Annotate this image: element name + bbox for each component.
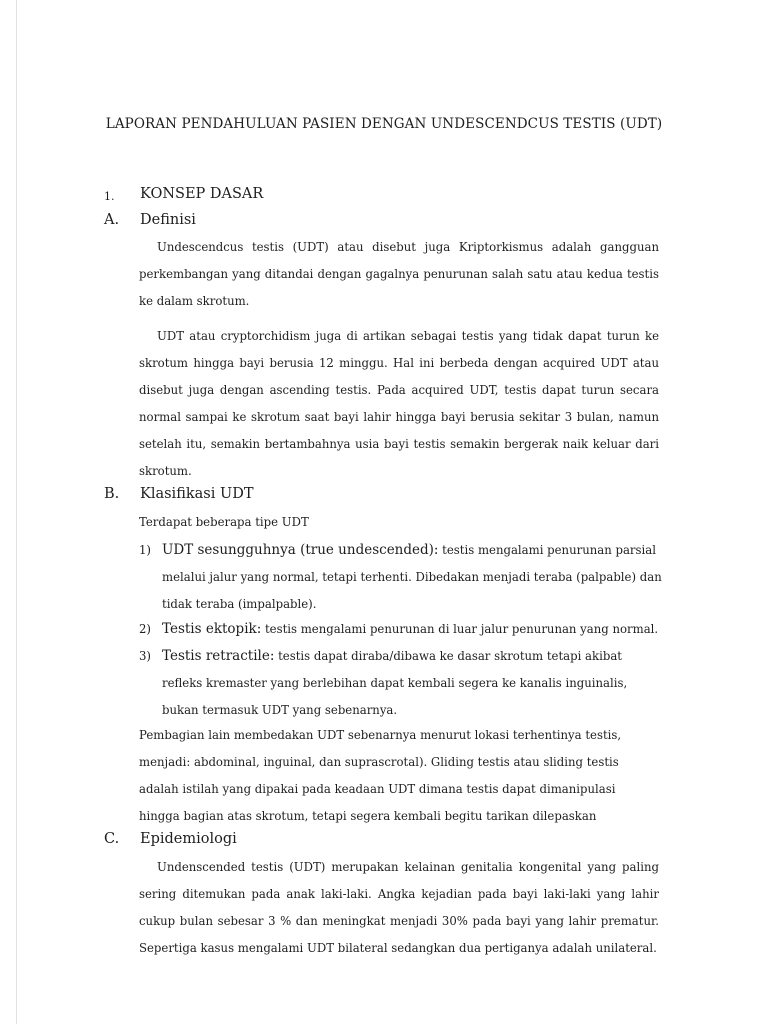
- list-item-lead: UDT sesungguhnya (true undescended):: [162, 542, 439, 558]
- paragraph-text: Undenscended testis (UDT) merupakan kelainan genitalia kongenital yang paling sering ditemukan pada anak laki-laki. Angka kejadian pada bayi laki-laki yang lahir cukup bulan sebesar 3 % dan meningkat menjadi 30% pada bayi yang lahir prematur. Sepertiga kasus mengalami UDT bilateral sedangkan dua pertiganya adalah unilateral.: [139, 860, 659, 955]
- paragraph-text: Undescendcus testis (UDT) atau disebut juga Kriptorkismus adalah gangguan perkembangan yang ditandai dengan gagalnya penurunan salah satu atau kedua testis ke dalam skrotum.: [139, 240, 659, 308]
- paragraph-klasifikasi-intro: Terdapat beberapa tipe UDT: [139, 515, 309, 529]
- section-number: B.: [104, 486, 120, 502]
- section-label: Klasifikasi UDT: [140, 486, 254, 502]
- list-number: 3): [139, 649, 151, 663]
- paragraph-text: UDT atau cryptorchidism juga di artikan sebagai testis yang tidak dapat turun ke skrotum hingga bayi berusia 12 minggu. Hal ini berbeda dengan acquired UDT atau disebut juga dengan ascending testis. Pada acquired UDT, testis dapat turun secara normal sampai ke skrotum saat bayi lahir hingga bayi berusia sekitar 3 bulan, namun setelah itu, semakin bertambahnya usia bayi testis semakin bergerak naik keluar dari skrotum.: [139, 329, 659, 478]
- section-label: KONSEP DASAR: [140, 186, 264, 202]
- section-number: 1.: [104, 190, 115, 203]
- paragraph-epidemiologi-1: [139, 854, 659, 962]
- list-item-text: testis mengalami penurunan parsial melalui jalur yang normal, tetapi terhenti. Dibedakan menjadi teraba (palpable) dan tidak teraba (impalpable).: [162, 543, 662, 611]
- section-number: C.: [104, 831, 120, 847]
- list-item-lead: Testis retractile:: [162, 648, 275, 664]
- paragraph-definisi-1: [139, 234, 659, 315]
- page-edge: [16, 0, 17, 1024]
- section-label: Definisi: [140, 212, 196, 228]
- paragraph-definisi-2: [139, 323, 659, 485]
- list-number: 1): [139, 543, 151, 557]
- list-item-text: testis mengalami penurunan di luar jalur penurunan yang normal.: [261, 622, 659, 636]
- list-item-lead: Testis ektopik:: [162, 621, 262, 637]
- list-number: 2): [139, 622, 151, 636]
- document-title: LAPORAN PENDAHULUAN PASIEN DENGAN UNDESCENDCUS TESTIS (UDT): [105, 116, 663, 132]
- section-label: Epidemiologi: [140, 831, 237, 847]
- paragraph-klasifikasi-after: Pembagian lain membedakan UDT sebenarnya menurut lokasi terhentinya testis, menjadi: abdominal, inguinal, dan suprascrotal). Gliding testis atau sliding testis adalah istilah yang dipakai pada keadaan UDT dimana testis dapat dimanipulasi hingga bagian atas skrotum, tetapi segera kembali begitu tarikan dilepaskan: [139, 728, 622, 823]
- section-number: A.: [104, 212, 120, 228]
- list-item-text: testis dapat diraba/dibawa ke dasar skrotum tetapi akibat refleks kremaster yang berlebihan dapat kembali segera ke kanalis inguinalis, bukan termasuk UDT yang sebenarnya.: [162, 649, 628, 717]
